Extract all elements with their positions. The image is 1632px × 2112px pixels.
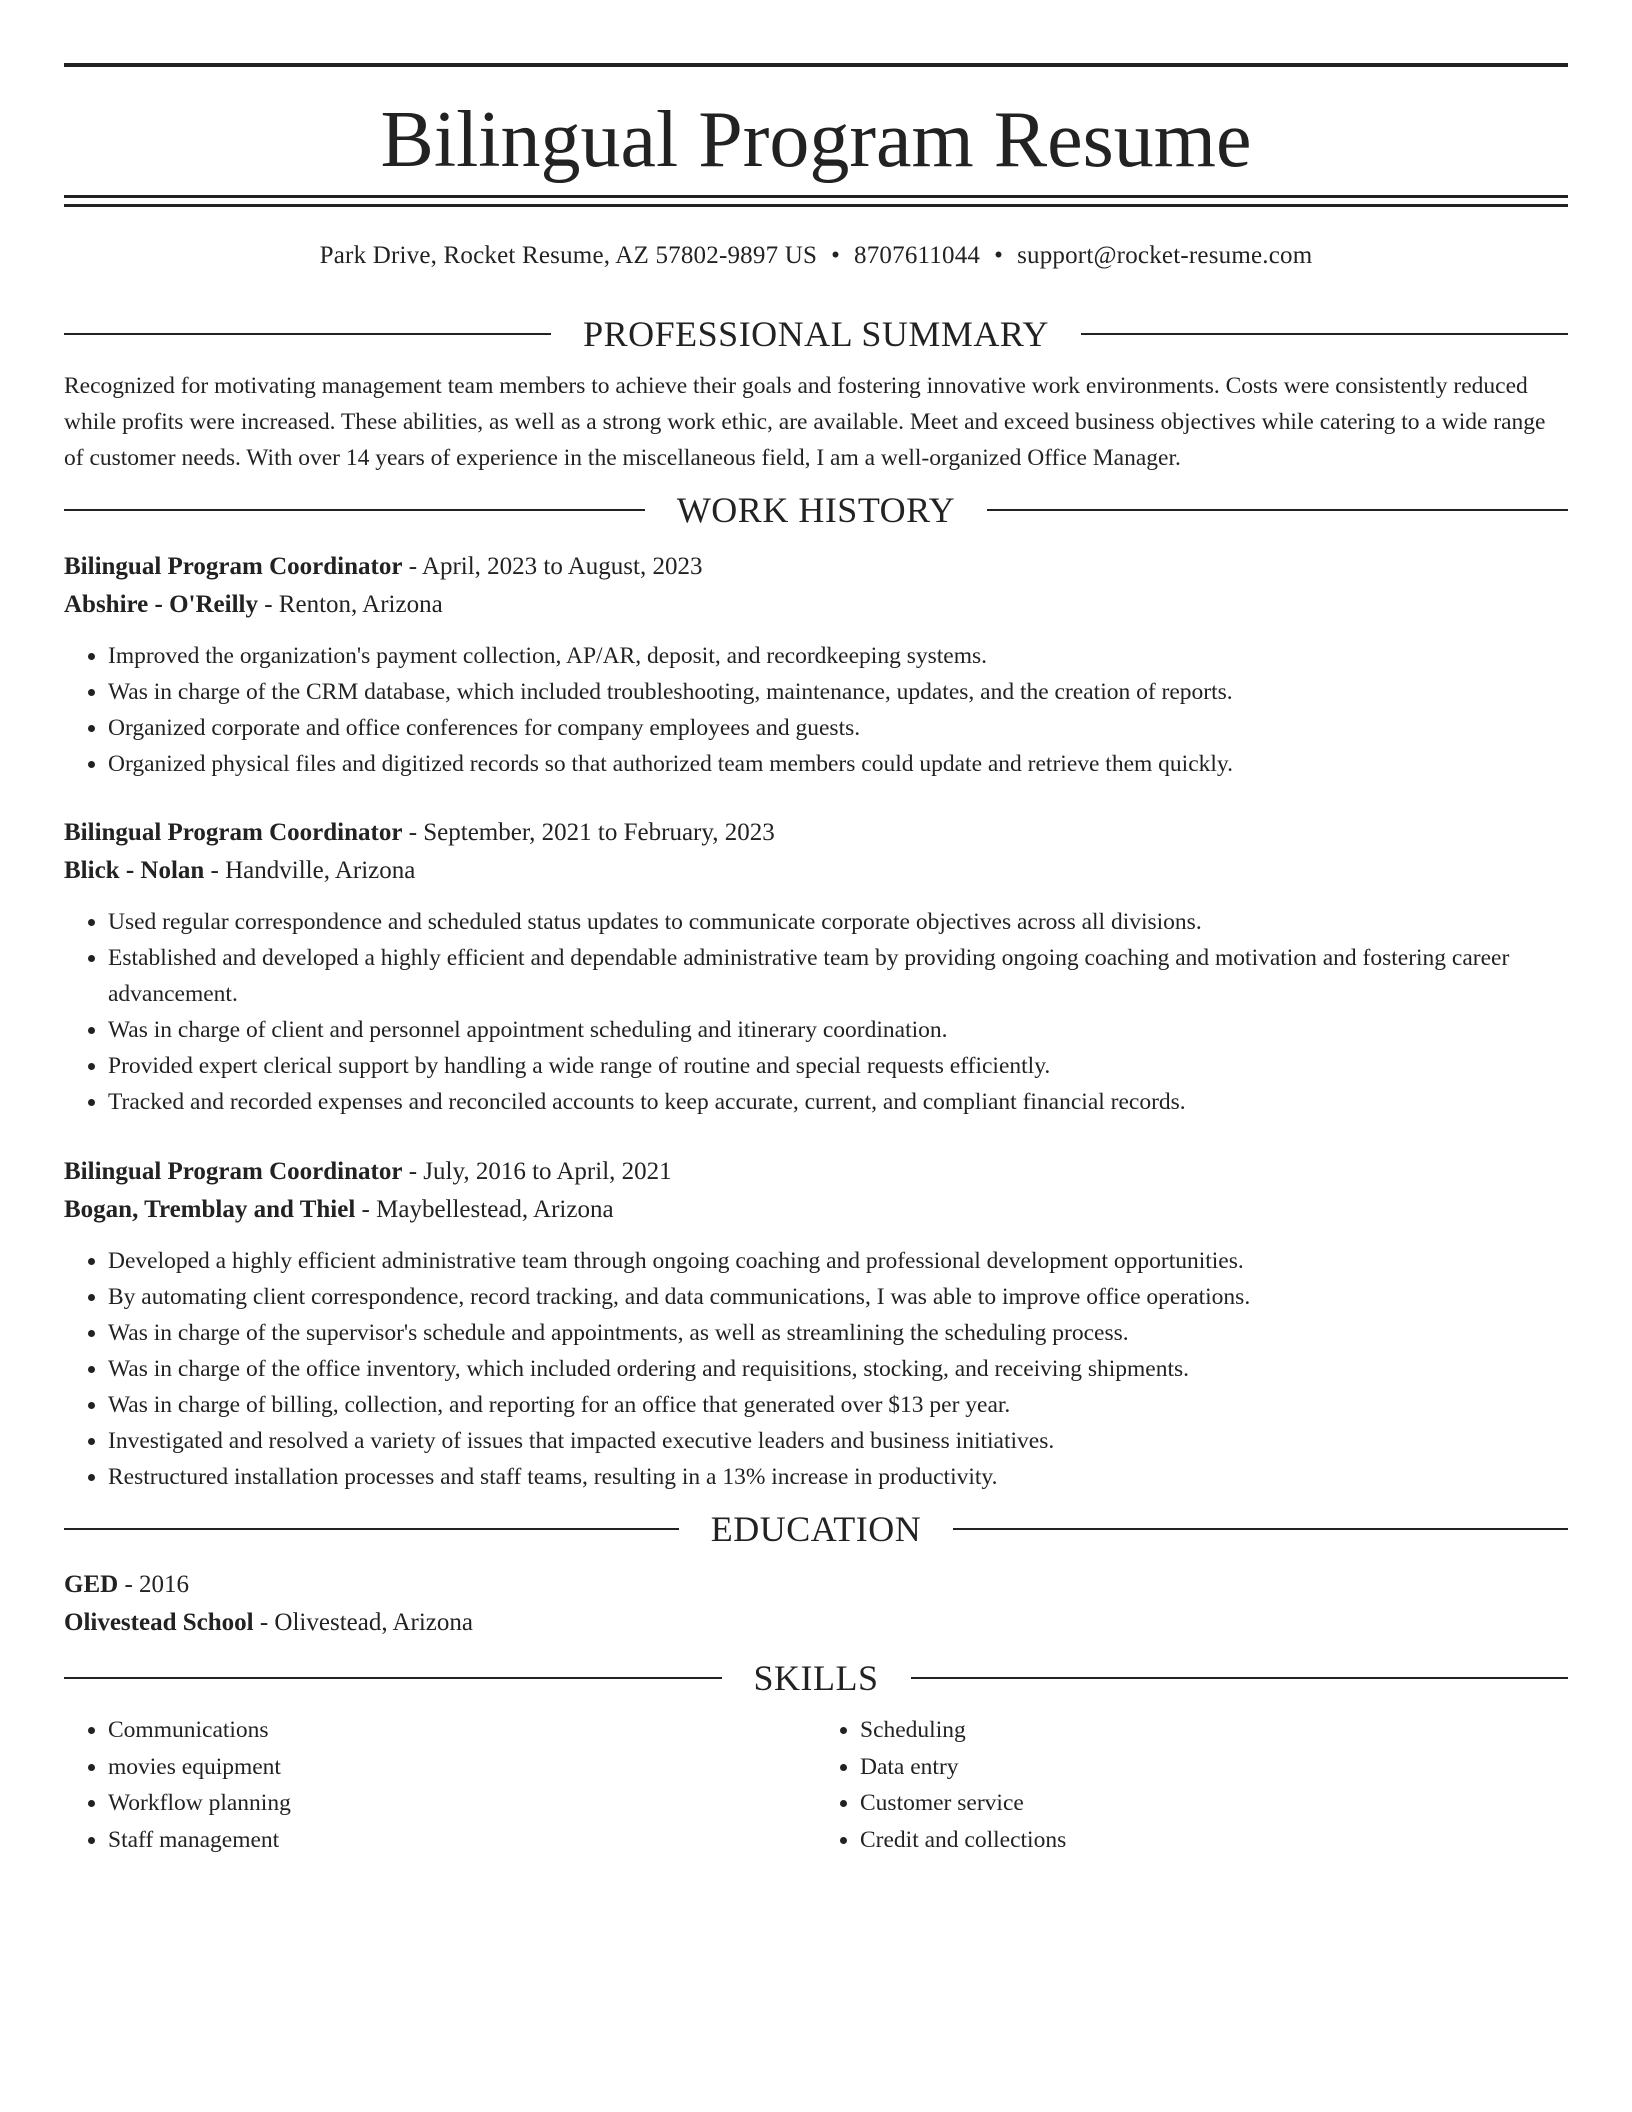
job-bullet: • Established and developed a highly efficient and dependable administrative team by providing ongoing coaching and motivation and fostering career advancement.	[108, 940, 1568, 1012]
contact-address: Park Drive, Rocket Resume, AZ 57802-9897 US	[319, 242, 818, 269]
heading-rule	[64, 1528, 679, 1530]
contact-email: support@rocket-resume.com	[1017, 242, 1313, 269]
skill-item: • Staff management	[108, 1822, 816, 1859]
job-company-line	[64, 852, 1568, 890]
skills-column-left	[64, 1712, 816, 1858]
education-heading	[64, 1507, 1568, 1551]
job-bullet: • Organized corporate and office conferences for company employees and guests.	[108, 710, 1568, 746]
skill-item: • Credit and collections	[860, 1822, 1568, 1859]
summary-heading	[64, 312, 1568, 356]
skills-column-right	[816, 1712, 1568, 1858]
job-dates: - April, 2023 to August, 2023	[402, 553, 703, 580]
job-title: Bilingual Program Coordinator	[64, 1158, 403, 1185]
job-title: Bilingual Program Coordinator	[64, 553, 403, 580]
job-bullet: • Was in charge of the office inventory, which included ordering and requisitions, stocking, and receiving shipments.	[108, 1351, 1568, 1387]
skill-item: • movies equipment	[108, 1749, 816, 1786]
job-company: Abshire - O'Reilly	[64, 591, 258, 618]
title-double-rule	[64, 195, 1568, 207]
contact-phone: 8707611044	[854, 242, 981, 269]
job-company-line	[64, 586, 1568, 624]
job-bullet: • Provided expert clerical support by handling a wide range of routine and special requests efficiently.	[108, 1048, 1568, 1084]
job-company-line	[64, 1191, 1568, 1229]
heading-rule	[911, 1677, 1569, 1679]
work-history-heading	[64, 488, 1568, 532]
skills-heading	[64, 1656, 1568, 1700]
education-degree-line	[64, 1566, 1568, 1604]
education-school-line	[64, 1604, 1568, 1642]
job-title-line	[64, 814, 1568, 852]
education-degree: GED	[64, 1571, 119, 1598]
job-bullets	[64, 904, 1568, 1120]
job-bullet: • Was in charge of the supervisor's schedule and appointments, as well as streamlining the scheduling process.	[108, 1315, 1568, 1351]
skills-heading-label: SKILLS	[753, 1658, 879, 1698]
top-rule	[64, 63, 1568, 67]
heading-rule	[64, 509, 645, 511]
heading-rule	[953, 1528, 1568, 1530]
job-location: - Handville, Arizona	[204, 857, 416, 884]
job-bullets	[64, 638, 1568, 782]
heading-rule	[987, 509, 1568, 511]
skills-list	[64, 1712, 1568, 1858]
education-school: Olivestead School	[64, 1609, 254, 1636]
work-history-heading-label: WORK HISTORY	[676, 490, 956, 530]
job-entry	[64, 548, 1568, 782]
job-title-line	[64, 548, 1568, 586]
job-bullet: • Was in charge of billing, collection, and reporting for an office that generated over $13 per year.	[108, 1387, 1568, 1423]
skill-item: • Workflow planning	[108, 1785, 816, 1822]
job-bullet: • Tracked and recorded expenses and reconciled accounts to keep accurate, current, and compliant financial records.	[108, 1084, 1568, 1120]
job-bullet: • Was in charge of client and personnel appointment scheduling and itinerary coordination.	[108, 1012, 1568, 1048]
job-dates: - July, 2016 to April, 2021	[402, 1158, 672, 1185]
skill-item: • Communications	[108, 1712, 816, 1749]
job-bullet: • Developed a highly efficient administrative team through ongoing coaching and professional development opportunities.	[108, 1243, 1568, 1279]
education-location: - Olivestead, Arizona	[253, 1609, 473, 1636]
summary-text: Recognized for motivating management team members to achieve their goals and fostering innovative work environments. Costs were consistently reduced while profits were increased. These abilities, as well as a strong work ethic, are available. Meet and exceed business objectives while catering to a wide range of customer needs. With over 14 years of experience in the miscellaneous field, I am a well-organized Office Manager.	[64, 373, 1546, 471]
job-location: - Renton, Arizona	[257, 591, 443, 618]
job-dates: - September, 2021 to February, 2023	[402, 819, 775, 846]
education-heading-label: EDUCATION	[710, 1509, 922, 1549]
contact-line	[64, 241, 1568, 271]
skill-item: • Scheduling	[860, 1712, 1568, 1749]
job-bullet: • Improved the organization's payment collection, AP/AR, deposit, and recordkeeping systems.	[108, 638, 1568, 674]
skill-item: • Data entry	[860, 1749, 1568, 1786]
job-bullet: • Used regular correspondence and scheduled status updates to communicate corporate objectives across all divisions.	[108, 904, 1568, 940]
job-bullet: • Was in charge of the CRM database, which included troubleshooting, maintenance, updates, and the creation of reports.	[108, 674, 1568, 710]
job-entry	[64, 814, 1568, 1120]
contact-separator: •	[994, 242, 1004, 269]
job-bullets	[64, 1243, 1568, 1495]
job-entry	[64, 1153, 1568, 1495]
job-company: Bogan, Tremblay and Thiel	[64, 1196, 356, 1223]
skill-item: • Customer service	[860, 1785, 1568, 1822]
job-bullet: • Organized physical files and digitized records so that authorized team members could update and retrieve them quickly.	[108, 746, 1568, 782]
job-title: Bilingual Program Coordinator	[64, 819, 403, 846]
resume-page	[64, 63, 1568, 1858]
contact-separator: •	[831, 242, 841, 269]
heading-rule	[64, 333, 551, 335]
job-bullet: • Investigated and resolved a variety of issues that impacted executive leaders and business initiatives.	[108, 1423, 1568, 1459]
heading-rule	[64, 1677, 722, 1679]
heading-rule	[1081, 333, 1568, 335]
resume-title: Bilingual Program Resume	[380, 96, 1252, 184]
summary-heading-label: PROFESSIONAL SUMMARY	[583, 314, 1049, 354]
job-company: Blick - Nolan	[64, 857, 205, 884]
job-bullet: • By automating client correspondence, record tracking, and data communications, I was able to improve office operations.	[108, 1279, 1568, 1315]
job-title-line	[64, 1153, 1568, 1191]
education-entry	[64, 1566, 1568, 1642]
job-location: - Maybellestead, Arizona	[355, 1196, 614, 1223]
job-bullet: • Restructured installation processes and staff teams, resulting in a 13% increase in productivity.	[108, 1459, 1568, 1495]
education-year: - 2016	[118, 1571, 190, 1598]
